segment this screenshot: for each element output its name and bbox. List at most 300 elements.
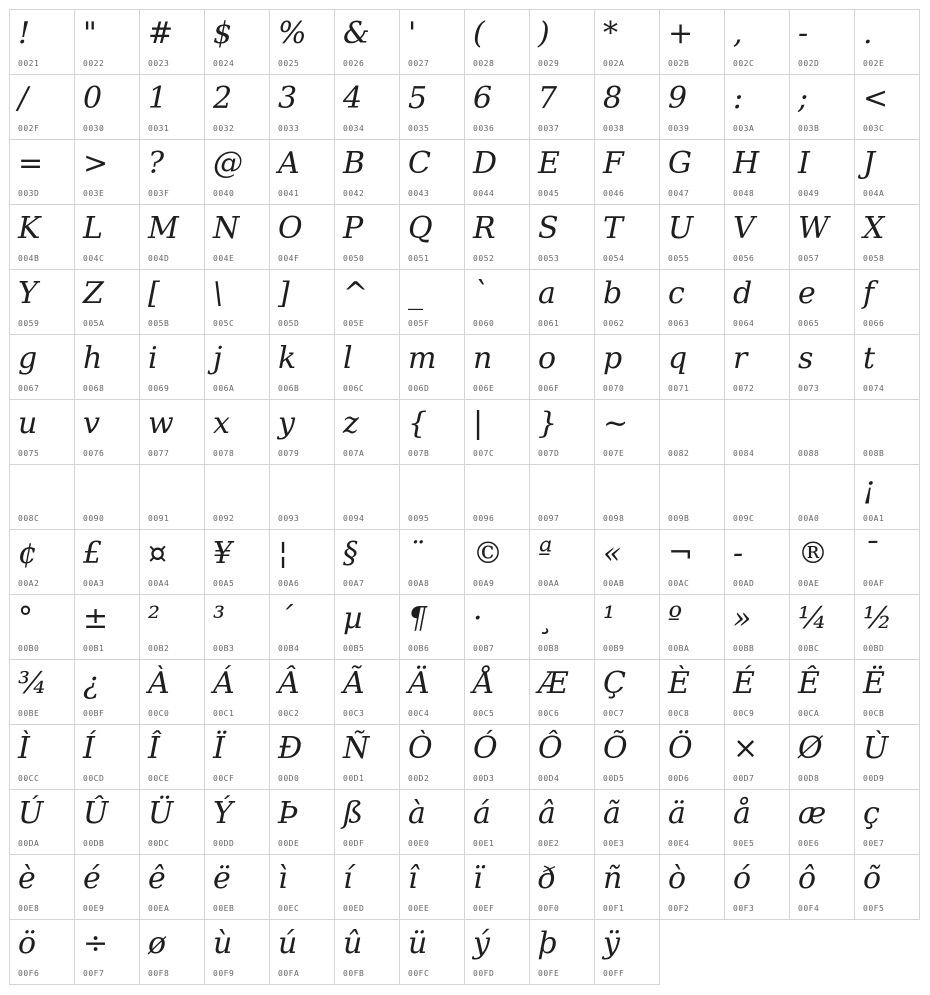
glyph-character: U	[668, 211, 694, 246]
glyph-character: z	[343, 406, 359, 441]
glyph-codepoint-label: 00C8	[668, 709, 690, 718]
glyph-codepoint-label: 003D	[18, 189, 40, 198]
glyph-character: ;	[798, 81, 809, 116]
glyph-character: Æ	[538, 666, 569, 701]
glyph-codepoint-label: 0057	[798, 254, 820, 263]
glyph-codepoint-label: 00B1	[83, 644, 105, 653]
glyph-cell	[789, 464, 855, 530]
glyph-character: o	[538, 341, 557, 376]
glyph-character: ©	[473, 536, 503, 571]
glyph-character: 6	[473, 81, 493, 116]
glyph-cell	[399, 74, 465, 140]
glyph-character: >	[83, 146, 109, 181]
glyph-cell	[529, 594, 595, 660]
glyph-codepoint-label: 00BF	[83, 709, 105, 718]
glyph-codepoint-label: 00A9	[473, 579, 495, 588]
glyph-codepoint-label: 00B3	[213, 644, 235, 653]
glyph-codepoint-label: 006D	[408, 384, 430, 393]
glyph-cell	[399, 9, 465, 75]
glyph-cell	[269, 334, 335, 400]
glyph-character: ï	[473, 861, 483, 896]
glyph-character: é	[83, 861, 101, 896]
glyph-codepoint-label: 0034	[343, 124, 365, 133]
glyph-cell	[334, 139, 400, 205]
glyph-cell	[74, 594, 140, 660]
glyph-cell	[724, 724, 790, 790]
glyph-cell	[659, 74, 725, 140]
glyph-codepoint-label: 00FB	[343, 969, 365, 978]
glyph-cell	[724, 789, 790, 855]
glyph-codepoint-label: 0066	[863, 319, 885, 328]
glyph-codepoint-label: 002E	[863, 59, 885, 68]
glyph-codepoint-label: 00D6	[668, 774, 690, 783]
glyph-cell	[594, 399, 660, 465]
glyph-character: È	[668, 666, 690, 701]
glyph-cell	[789, 594, 855, 660]
glyph-character: ç	[863, 796, 880, 831]
glyph-character: p	[603, 341, 623, 376]
glyph-codepoint-label: 0046	[603, 189, 625, 198]
glyph-codepoint-label: 0075	[18, 449, 40, 458]
glyph-cell	[789, 74, 855, 140]
glyph-character: Z	[83, 276, 104, 311]
glyph-cell	[74, 399, 140, 465]
glyph-character: í	[343, 861, 353, 896]
glyph-character: ¾	[18, 666, 48, 701]
glyph-character: ±	[83, 601, 109, 636]
glyph-cell	[204, 529, 270, 595]
glyph-codepoint-label: 0042	[343, 189, 365, 198]
glyph-codepoint-label: 0040	[213, 189, 235, 198]
glyph-codepoint-label: 0094	[343, 514, 365, 523]
glyph-cell	[464, 9, 530, 75]
glyph-character: ¥	[213, 536, 233, 571]
glyph-codepoint-label: 00AF	[863, 579, 885, 588]
glyph-cell	[334, 464, 400, 530]
glyph-character: ¶	[408, 601, 428, 636]
glyph-cell	[594, 464, 660, 530]
glyph-cell	[854, 139, 920, 205]
glyph-cell	[9, 74, 75, 140]
glyph-character: '	[408, 16, 417, 51]
glyph-character: )	[538, 16, 550, 51]
glyph-codepoint-label: 004A	[863, 189, 885, 198]
glyph-cell	[334, 9, 400, 75]
glyph-cell	[139, 334, 205, 400]
glyph-cell	[139, 464, 205, 530]
glyph-cell	[269, 399, 335, 465]
glyph-codepoint-label: 0033	[278, 124, 300, 133]
glyph-character: ¦	[278, 536, 289, 571]
glyph-character: %	[278, 16, 307, 51]
glyph-cell	[74, 204, 140, 270]
glyph-character: Y	[18, 276, 38, 311]
glyph-codepoint-label: 0053	[538, 254, 560, 263]
glyph-character: ×	[733, 731, 759, 766]
glyph-codepoint-label: 00C2	[278, 709, 300, 718]
glyph-codepoint-label: 0079	[278, 449, 300, 458]
glyph-cell	[594, 594, 660, 660]
glyph-cell	[594, 204, 660, 270]
glyph-cell	[269, 269, 335, 335]
glyph-character: ®	[798, 536, 828, 571]
glyph-character: ª	[538, 536, 553, 571]
glyph-character: h	[83, 341, 103, 376]
glyph-codepoint-label: 0076	[83, 449, 105, 458]
glyph-character: £	[83, 536, 103, 571]
glyph-character: #	[148, 16, 174, 51]
glyph-cell	[74, 659, 140, 725]
glyph-character: G	[668, 146, 692, 181]
glyph-codepoint-label: 00A3	[83, 579, 105, 588]
glyph-character: T	[603, 211, 624, 246]
glyph-character: Ö	[668, 731, 693, 766]
glyph-character: ¡	[863, 471, 876, 506]
glyph-codepoint-label: 005A	[83, 319, 105, 328]
glyph-codepoint-label: 00E7	[863, 839, 885, 848]
glyph-character: Ù	[863, 731, 889, 766]
glyph-character: R	[473, 211, 496, 246]
glyph-cell	[789, 789, 855, 855]
glyph-cell	[334, 659, 400, 725]
glyph-cell	[399, 399, 465, 465]
glyph-cell	[724, 9, 790, 75]
glyph-character: 8	[603, 81, 623, 116]
glyph-codepoint-label: 00AD	[733, 579, 755, 588]
glyph-character: !	[18, 16, 31, 51]
glyph-character: P	[343, 211, 364, 246]
glyph-codepoint-label: 00DA	[18, 839, 40, 848]
glyph-character: ë	[213, 861, 231, 896]
glyph-codepoint-label: 007C	[473, 449, 495, 458]
glyph-cell	[269, 724, 335, 790]
glyph-codepoint-label: 00F9	[213, 969, 235, 978]
glyph-character: \	[213, 276, 224, 311]
glyph-character: ²	[148, 601, 161, 636]
glyph-codepoint-label: 008B	[863, 449, 885, 458]
glyph-character: ?	[148, 146, 165, 181]
glyph-character: ú	[278, 926, 298, 961]
glyph-character: û	[343, 926, 363, 961]
glyph-cell	[529, 334, 595, 400]
glyph-cell	[334, 919, 400, 985]
glyph-codepoint-label: 00C0	[148, 709, 170, 718]
glyph-codepoint-label: 0048	[733, 189, 755, 198]
glyph-cell	[594, 334, 660, 400]
glyph-cell	[529, 9, 595, 75]
glyph-codepoint-label: 0077	[148, 449, 170, 458]
glyph-codepoint-label: 0036	[473, 124, 495, 133]
glyph-character: ¼	[798, 601, 828, 636]
glyph-cell	[789, 659, 855, 725]
glyph-cell	[464, 724, 530, 790]
glyph-cell	[594, 529, 660, 595]
glyph-cell	[464, 854, 530, 920]
glyph-cell	[139, 724, 205, 790]
glyph-codepoint-label: 00D0	[278, 774, 300, 783]
glyph-codepoint-label: 0027	[408, 59, 430, 68]
glyph-cell	[9, 139, 75, 205]
glyph-codepoint-label: 0073	[798, 384, 820, 393]
glyph-cell	[334, 724, 400, 790]
glyph-cell	[659, 789, 725, 855]
glyph-codepoint-label: 00A1	[863, 514, 885, 523]
glyph-codepoint-label: 0060	[473, 319, 495, 328]
glyph-codepoint-label: 00CB	[863, 709, 885, 718]
glyph-codepoint-label: 0032	[213, 124, 235, 133]
glyph-codepoint-label: 00E5	[733, 839, 755, 848]
glyph-character: §	[343, 536, 358, 571]
glyph-cell	[659, 204, 725, 270]
glyph-cell	[399, 464, 465, 530]
glyph-cell	[854, 334, 920, 400]
glyph-codepoint-label: 0028	[473, 59, 495, 68]
glyph-character: è	[18, 861, 36, 896]
glyph-character: À	[148, 666, 170, 701]
glyph-character: Ê	[798, 666, 820, 701]
glyph-cell	[9, 724, 75, 790]
glyph-cell	[269, 529, 335, 595]
glyph-codepoint-label: 0093	[278, 514, 300, 523]
glyph-codepoint-label: 0056	[733, 254, 755, 263]
glyph-codepoint-label: 005E	[343, 319, 365, 328]
glyph-character: Ç	[603, 666, 626, 701]
glyph-character: Ã	[343, 666, 365, 701]
glyph-cell	[399, 204, 465, 270]
glyph-character: H	[733, 146, 760, 181]
glyph-character: »	[733, 601, 752, 636]
glyph-codepoint-label: 004E	[213, 254, 235, 263]
glyph-codepoint-label: 00B7	[473, 644, 495, 653]
glyph-codepoint-label: 0038	[603, 124, 625, 133]
glyph-cell	[724, 594, 790, 660]
glyph-codepoint-label: 00B9	[603, 644, 625, 653]
glyph-character: ê	[148, 861, 166, 896]
glyph-cell	[464, 74, 530, 140]
glyph-cell	[399, 854, 465, 920]
glyph-cell	[399, 269, 465, 335]
glyph-character: N	[213, 211, 240, 246]
glyph-codepoint-label: 002D	[798, 59, 820, 68]
glyph-cell	[9, 854, 75, 920]
glyph-character: Ï	[213, 731, 225, 766]
glyph-cell	[334, 334, 400, 400]
glyph-codepoint-label: 00D2	[408, 774, 430, 783]
glyph-codepoint-label: 00E1	[473, 839, 495, 848]
glyph-character: b	[603, 276, 623, 311]
glyph-codepoint-label: 00A8	[408, 579, 430, 588]
glyph-cell	[399, 529, 465, 595]
glyph-codepoint-label: 00CA	[798, 709, 820, 718]
glyph-character: º	[668, 601, 683, 636]
glyph-character: ~	[603, 406, 629, 441]
glyph-cell	[529, 854, 595, 920]
glyph-character: Õ	[603, 731, 628, 766]
glyph-cell	[854, 724, 920, 790]
glyph-cell	[529, 139, 595, 205]
glyph-cell	[204, 269, 270, 335]
glyph-codepoint-label: 0039	[668, 124, 690, 133]
glyph-cell	[854, 789, 920, 855]
glyph-character: A	[278, 146, 300, 181]
glyph-cell	[399, 724, 465, 790]
glyph-character: 2	[213, 81, 233, 116]
glyph-cell	[464, 139, 530, 205]
glyph-character: k	[278, 341, 297, 376]
glyph-character: |	[473, 406, 484, 441]
glyph-codepoint-label: 00C7	[603, 709, 625, 718]
glyph-codepoint-label: 009B	[668, 514, 690, 523]
glyph-character: É	[733, 666, 755, 701]
glyph-character: 5	[408, 81, 428, 116]
glyph-codepoint-label: 006A	[213, 384, 235, 393]
glyph-character: x	[213, 406, 230, 441]
glyph-cell	[464, 789, 530, 855]
glyph-cell	[204, 854, 270, 920]
glyph-cell	[269, 789, 335, 855]
glyph-cell	[74, 854, 140, 920]
glyph-character: Å	[473, 666, 495, 701]
glyph-codepoint-label: 00CF	[213, 774, 235, 783]
glyph-cell	[594, 919, 660, 985]
glyph-codepoint-label: 00EA	[148, 904, 170, 913]
glyph-character: m	[408, 341, 437, 376]
glyph-codepoint-label: 00C9	[733, 709, 755, 718]
glyph-character: @	[213, 146, 243, 181]
glyph-character: Í	[83, 731, 95, 766]
glyph-character: v	[83, 406, 100, 441]
glyph-codepoint-label: 00DC	[148, 839, 170, 848]
glyph-character: +	[668, 16, 694, 51]
glyph-codepoint-label: 007E	[603, 449, 625, 458]
glyph-cell	[724, 464, 790, 530]
glyph-character: ½	[863, 601, 893, 636]
glyph-character: ¨	[408, 536, 423, 571]
glyph-codepoint-label: 00A6	[278, 579, 300, 588]
glyph-codepoint-label: 00EC	[278, 904, 300, 913]
glyph-codepoint-label: 0054	[603, 254, 625, 263]
glyph-cell	[724, 529, 790, 595]
glyph-codepoint-label: 00E6	[798, 839, 820, 848]
glyph-codepoint-label: 002A	[603, 59, 625, 68]
glyph-character: y	[278, 406, 295, 441]
glyph-codepoint-label: 0072	[733, 384, 755, 393]
glyph-codepoint-label: 00E8	[18, 904, 40, 913]
glyph-cell	[464, 399, 530, 465]
glyph-cell	[659, 269, 725, 335]
glyph-codepoint-label: 0059	[18, 319, 40, 328]
glyph-codepoint-label: 00EE	[408, 904, 430, 913]
glyph-cell	[74, 9, 140, 75]
glyph-codepoint-label: 00FD	[473, 969, 495, 978]
glyph-codepoint-label: 0049	[798, 189, 820, 198]
glyph-cell	[854, 74, 920, 140]
glyph-codepoint-label: 007A	[343, 449, 365, 458]
glyph-codepoint-label: 0090	[83, 514, 105, 523]
glyph-codepoint-label: 00F7	[83, 969, 105, 978]
glyph-codepoint-label: 0052	[473, 254, 495, 263]
glyph-cell	[74, 529, 140, 595]
glyph-cell	[204, 594, 270, 660]
glyph-codepoint-label: 00B6	[408, 644, 430, 653]
glyph-cell	[334, 269, 400, 335]
glyph-character: -	[733, 536, 744, 571]
glyph-codepoint-label: 003B	[798, 124, 820, 133]
glyph-character: ¸	[538, 601, 553, 636]
glyph-codepoint-label: 0043	[408, 189, 430, 198]
glyph-character: 0	[83, 81, 103, 116]
glyph-character: Ý	[213, 796, 233, 831]
glyph-codepoint-label: 00F4	[798, 904, 820, 913]
glyph-character: <	[863, 81, 889, 116]
glyph-codepoint-label: 00AA	[538, 579, 560, 588]
glyph-codepoint-label: 0061	[538, 319, 560, 328]
glyph-codepoint-label: 0064	[733, 319, 755, 328]
glyph-cell	[789, 269, 855, 335]
glyph-character: ø	[148, 926, 167, 961]
glyph-character: à	[408, 796, 426, 831]
glyph-codepoint-label: 00A0	[798, 514, 820, 523]
glyph-cell	[139, 399, 205, 465]
glyph-cell	[139, 594, 205, 660]
glyph-character: B	[343, 146, 366, 181]
glyph-character: u	[18, 406, 38, 441]
glyph-character: «	[603, 536, 622, 571]
glyph-cell	[789, 724, 855, 790]
glyph-codepoint-label: 00A7	[343, 579, 365, 588]
glyph-cell	[9, 269, 75, 335]
glyph-character: ¿	[83, 666, 100, 701]
glyph-codepoint-label: 00A4	[148, 579, 170, 588]
glyph-codepoint-label: 00A2	[18, 579, 40, 588]
glyph-cell	[724, 334, 790, 400]
glyph-character: ·	[473, 601, 483, 636]
glyph-cell	[594, 854, 660, 920]
glyph-character: (	[473, 16, 485, 51]
glyph-codepoint-label: 0071	[668, 384, 690, 393]
glyph-character: Ò	[408, 731, 433, 766]
glyph-character: C	[408, 146, 431, 181]
glyph-cell	[269, 594, 335, 660]
glyph-cell	[789, 854, 855, 920]
glyph-cell	[854, 464, 920, 530]
glyph-character: O	[278, 211, 303, 246]
glyph-character: Â	[278, 666, 300, 701]
glyph-character: E	[538, 146, 560, 181]
glyph-cell	[399, 334, 465, 400]
glyph-codepoint-label: 0051	[408, 254, 430, 263]
glyph-character: Á	[213, 666, 235, 701]
glyph-codepoint-label: 00F5	[863, 904, 885, 913]
glyph-codepoint-label: 00AB	[603, 579, 625, 588]
glyph-character: 4	[343, 81, 363, 116]
glyph-character: $	[213, 16, 233, 51]
glyph-cell	[9, 659, 75, 725]
glyph-cell	[724, 74, 790, 140]
glyph-character: å	[733, 796, 751, 831]
glyph-codepoint-label: 00D8	[798, 774, 820, 783]
glyph-character: Ø	[798, 731, 823, 766]
glyph-codepoint-label: 002F	[18, 124, 40, 133]
glyph-codepoint-label: 00C6	[538, 709, 560, 718]
glyph-character: L	[83, 211, 103, 246]
glyph-character: s	[798, 341, 814, 376]
glyph-character: Ë	[863, 666, 885, 701]
glyph-codepoint-label: 00D4	[538, 774, 560, 783]
glyph-cell	[854, 659, 920, 725]
glyph-character: ã	[603, 796, 621, 831]
glyph-character: ä	[668, 796, 686, 831]
